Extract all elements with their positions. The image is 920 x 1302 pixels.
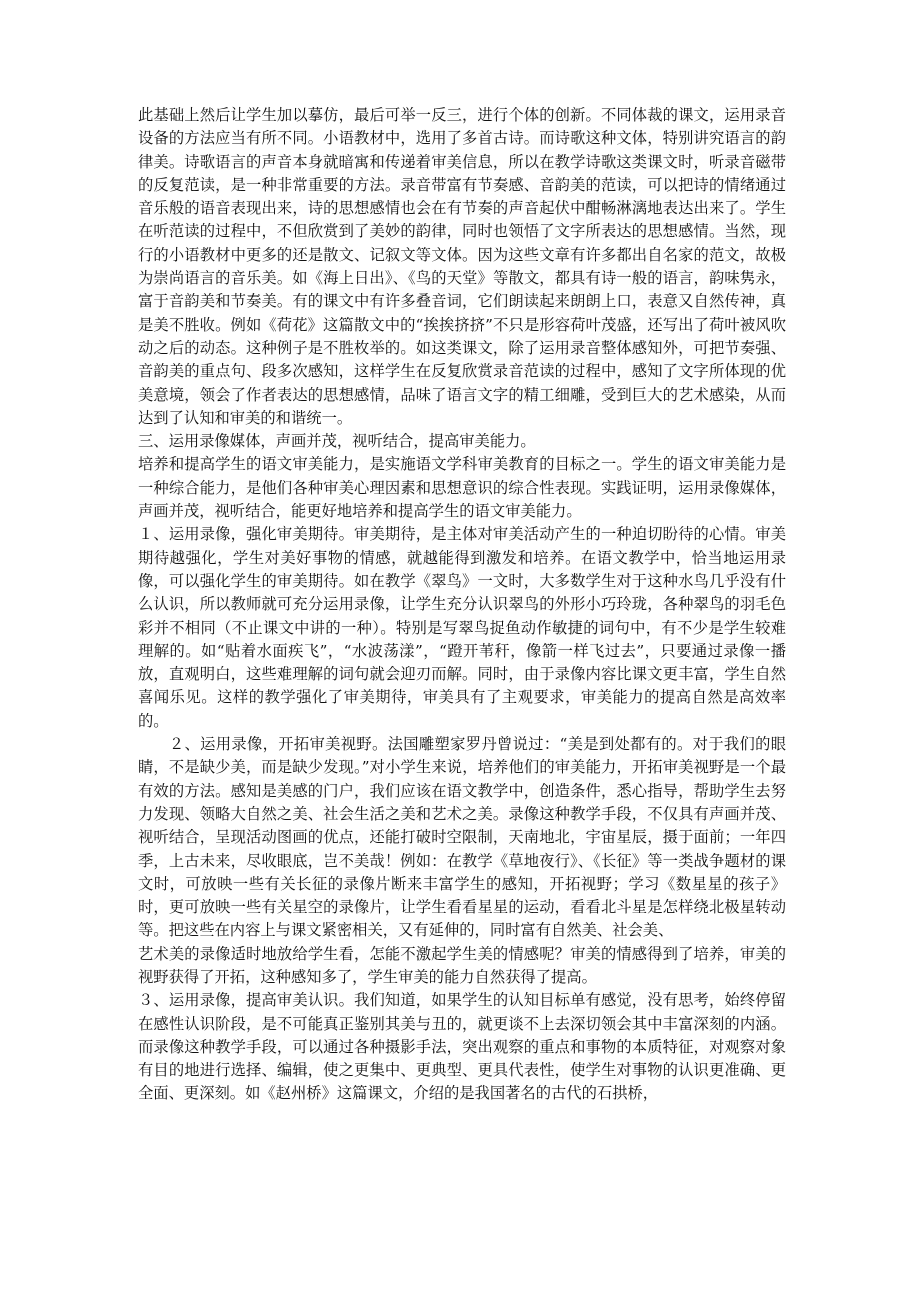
section-heading-video-media: 三、运用录像媒体，声画并茂，视听结合，提高审美能力。 [138,432,536,451]
paragraph-audio-teaching: 此基础上然后让学生加以摹仿，最后可举一反三，进行个体的创新。不同体裁的课文，运用录音设备的方法应当有所不同。小语教材中，选用了多首古诗。而诗歌这种文体，特别讲究语言的韵律美。诗歌语言的声音本身就暗寓和传递着审美信息，所以在教学诗歌这类课文时，听录音磁带的反复范读，是一种非常重要的方法。录音带富有节奏感、音韵美的范读，可以把诗的情绪通过音乐般的语音表现出来，诗的思想感情也会在有节奏的声音起伏中酣畅淋漓地表达出来了。学生在听范读的过程中，不但欣赏到了美妙的韵律，同时也领悟了文字所表达的思想感情。当然，现行的小语教材中更多的还是散文、记叙文等文体。因为这些文章有许多都出自名家的范文，故极为崇尚语言的音乐美。如《海上日出》、《鸟的天堂》等散文，都具有诗一般的语言，韵味隽永，富于音韵美和节奏美。有的课文中有许多叠音词，它们朗读起来朗朗上口，表意又自然传神，真是美不胜收。例如《荷花》这篇散文中的“挨挨挤挤”不只是形容荷叶茂盛，还写出了荷叶被风吹动之后的动态。这种例子是不胜枚举的。如这类课文，除了运用录音整体感知外，可把节奏强、音韵美的重点句、段多次感知，这样学生在反复欣赏录音范读的过程中，感知了文字所体现的优美意境，领会了作者表达的思想感情，品味了语言文字的精工细雕，受到巨大的艺术感染，从而达到了认知和审美的和谐统一。 [138,106,786,427]
paragraph-point-1: １、运用录像，强化审美期待。审美期待，是主体对审美活动产生的一种迫切盼待的心情。审美期待越强化，学生对美好事物的情感，就越能得到激发和培养。在语文教学中，恰当地运用录像，可以强化学生的审美期待。如在教学《翠鸟》一文时，大多数学生对于这种水鸟几乎没有什么认识，所以教师就可充分运用录像，让学生充分认识翠鸟的外形小巧玲珑，各种翠鸟的羽毛色彩并不相同（不止课文中讲的一种）。特别是写翠鸟捉鱼动作敏捷的词句中，有不少是学生较难理解的。如“贴着水面疾飞”，“水波荡漾”，“蹬开苇秆，像箭一样飞过去”，只要通过录像一播放，直观明白，这些难理解的词句就会迎刃而解。同时，由于录像内容比课文更丰富，学生自然喜闻乐见。这样的教学强化了审美期待，审美具有了主观要求，审美能力的提高自然是高效率的。 [138,525,786,730]
document-page [138,104,786,1106]
paragraph-point-2-text: ２、运用录像，开拓审美视野。法国雕塑家罗丹曾说过：“美是到处都有的。对于我们的眼睛，不是缺少美，而是缺少发现。”对小学生来说，培养他们的审美能力，开拓审美视野是一个最有效的方法。感知是美感的门户，我们应该在语文教学中，创造条件，悉心指导，帮助学生去努力发现、领略大自然之美、社会生活之美和艺术之美。录像这种教学手段，不仅具有声画并茂、视听结合，呈现活动图画的优点，还能打破时空限制，天南地北，宇宙星辰，摄于面前；一年四季，上古未来，尽收眼底，岂不美哉！例如：在教学《草地夜行》、《长征》等一类战争题材的课文时，可放映一些有关长征的录像片断来丰富学生的感知，开拓视野；学习《数星星的孩子》时，更可放映一些有关星空的录像片，让学生看看星星的运动，看看北斗星是怎样绕北极星转动等。把这些在内容上与课文紧密相关，又有延伸的，同时富有自然美、社会美、 [138,735,786,940]
paragraph-point-2 [138,733,786,943]
paragraph-aesthetic-ability: 培养和提高学生的语文审美能力，是实施语文学科审美教育的目标之一。学生的语文审美能力是一种综合能力，是他们各种审美心理因素和思想意识的综合性表现。实践证明，运用录像媒体，声画并茂，视听结合，能更好地培养和提高学生的语文审美能力。 [138,455,786,521]
paragraph-point-3: ３、运用录像，提高审美认识。我们知道，如果学生的认知目标单有感觉，没有思考，始终停留在感性认识阶段，是不可能真正鉴别其美与丑的，就更谈不上去深切领会其中丰富深刻的内涵。而录像这种教学手段，可以通过各种摄影手法，突出观察的重点和事物的本质特征，对观察对象有目的地进行选择、编辑，使之更集中、更典型、更具代表性，使学生对事物的认识更准确、更全面、更深刻。如《赵州桥》这篇课文，介绍的是我国著名的古代的石拱桥， [138,991,786,1103]
paragraph-point-2-continued: 艺术美的录像适时地放给学生看，怎能不激起学生美的情感呢？审美的情感得到了培养，审美的视野获得了开拓，这种感知多了，学生审美的能力自然获得了提高。 [138,944,786,986]
